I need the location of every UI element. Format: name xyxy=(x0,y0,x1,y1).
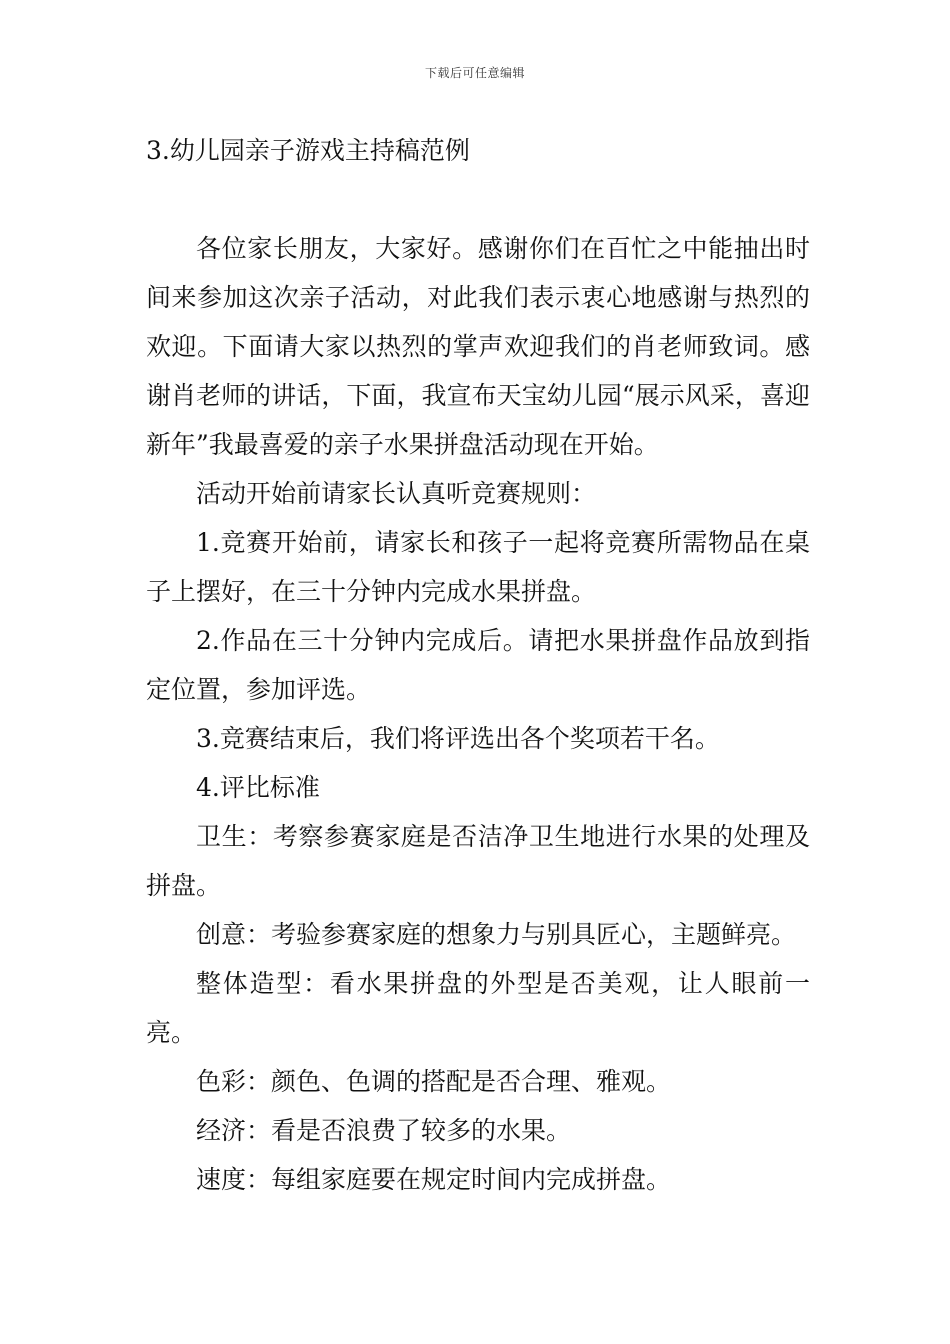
document-title: 3.幼儿园亲子游戏主持稿范例 xyxy=(146,136,470,165)
paragraph-criterion-speed: 速度：每组家庭要在规定时间内完成拼盘。 xyxy=(196,1165,672,1194)
paragraph-criterion-color: 色彩：颜色、色调的搭配是否合理、雅观。 xyxy=(196,1067,672,1096)
paragraph-rule-3: 3.竞赛结束后，我们将评选出各个奖项若干名。 xyxy=(196,724,720,753)
paragraph-criterion-economy: 经济：看是否浪费了较多的水果。 xyxy=(196,1116,572,1145)
paragraph-welcome: 各位家长朋友，大家好。感谢你们在百忙之中能抽出时间来参加这次亲子活动，对此我们表示衷心地感谢与热烈的欢迎。下面请大家以热烈的掌声欢迎我们的肖老师致词。感谢肖老师的讲话，下面，我宣布天宝幼儿园“展示风采，喜迎新年”我最喜爱的亲子水果拼盘活动现在开始。 xyxy=(146,234,810,459)
paragraph-criterion-creativity: 创意：考验参赛家庭的想象力与别具匠心，主题鲜亮。 xyxy=(196,920,797,949)
paragraph-rules-intro: 活动开始前请家长认真听竞赛规则： xyxy=(196,479,597,508)
paragraph-criterion-hygiene: 卫生：考察参赛家庭是否洁净卫生地进行水果的处理及拼盘。 xyxy=(146,822,810,900)
paragraph-rule-1: 1.竞赛开始前，请家长和孩子一起将竞赛所需物品在桌子上摆好，在三十分钟内完成水果拼盘。 xyxy=(146,528,810,606)
document-body xyxy=(146,224,810,1204)
paragraph-rule-4: 4.评比标准 xyxy=(196,773,320,802)
paragraph-rule-2: 2.作品在三十分钟内完成后。请把水果拼盘作品放到指定位置，参加评选。 xyxy=(146,626,810,704)
header-note: 下载后可任意编辑 xyxy=(424,66,525,80)
paragraph-criterion-shape: 整体造型：看水果拼盘的外型是否美观，让人眼前一亮。 xyxy=(146,969,810,1047)
